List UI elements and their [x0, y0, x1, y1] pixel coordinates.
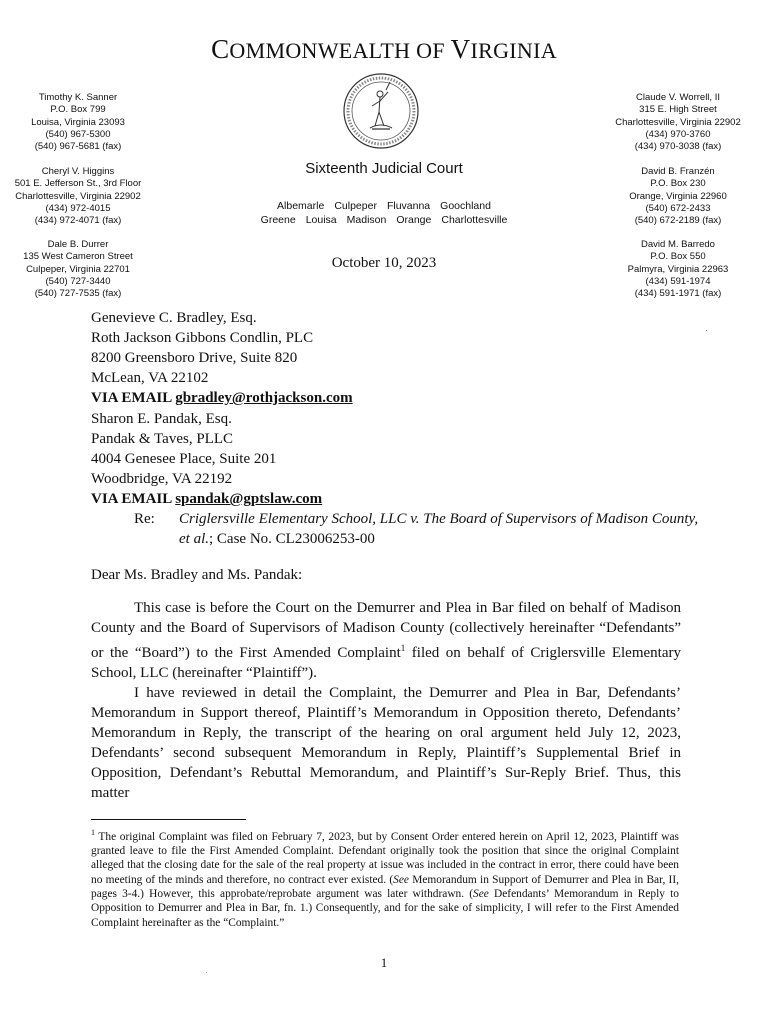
footnote-1: $^1$ The original Complaint was filed on February 7, 2023, but by Consent Order entered herein on April 12, 2023, Plaintiff was granted leave to file the First Amended Complaint. Defendant originally took the position that since the original Complaint alleged that the closing date for the sale of the real property at issue was included in the contract in error, there could have been no meeting of the minds and therefore, no contract ever existed. (See Memorandum in Support of Demurrer and Plea in Bar, II, pages 3-4.) However, this approbate/reprobate argument was later withdrawn. (See Defendants’ Memorandum in Reply to Opposition to Demurrer and Plea in Bar, fn. 1.) Consequently, and for the sake of simplicity, I will refer to the First Amended Complaint hereinafter as the “Complaint.”: [91, 828, 679, 929]
judge-address-durrer: Dale B. Durrer 135 West Cameron Street Culpeper, Virginia 22701 (540) 727-3440 (540) 727-7535 (fax): [23, 239, 133, 300]
recipient-address-bradley: Genevieve C. Bradley, Esq. Roth Jackson Gibbons Condlin, PLC 8200 Greensboro Drive, Suite 820 McLean, VA 22102 VIA EMAIL gbradley@rothjackson.com: [91, 310, 353, 406]
scan-speck: [706, 330, 707, 331]
judge-address-worrell: Claude V. Worrell, II 315 E. High Street Charlottesville, Virginia 22902 (434) 970-3760 (434) 970-3038 (fax): [615, 92, 741, 153]
scan-speck: [206, 972, 207, 973]
page-number: 1: [380, 955, 388, 970]
salutation: Dear Ms. Bradley and Ms. Pandak:: [91, 567, 303, 583]
judge-address-barredo: David M. Barredo P.O. Box 550 Palmyra, Virginia 22963 (434) 591-1974 (434) 591-1971 (fax): [627, 239, 729, 300]
judge-address-sanner: Timothy K. Sanner P.O. Box 799 Louisa, Virginia 23093 (540) 967-5300 (540) 967-5681 (fax): [31, 92, 125, 153]
body-paragraph-2: I have reviewed in detail the Complaint, the Demurrer and Plea in Bar, Defendants’ Memorandum in Support thereof, Plaintiff’s Memorandum in Opposition thereto, Defendants’ Memorandum in Reply, the transcript of the hearing on oral argument held July 12, 2023, Defendants’ second subsequent Memorandum in Reply, Plaintiff’s Supplemental Brief in Opposition, Defendant’s Rebuttal Memorandum, and Plaintiff’s Sur-Reply Brief. Thus, this matter: [91, 685, 681, 801]
virginia-seal: [342, 72, 420, 150]
counties-row-1: Albemarle Culpeper Fluvanna Goochland: [277, 200, 491, 212]
counties-row-2: Greene Louisa Madison Orange Charlottesville: [260, 214, 508, 226]
letter-date: October 10, 2023: [331, 255, 437, 271]
judge-address-franzen: David B. Franzén P.O. Box 230 Orange, Virginia 22960 (540) 672-2433 (540) 672-2189 (fax): [629, 166, 727, 227]
footnote-divider: [91, 819, 246, 820]
letterhead-title: COMMONWEALTH OF VIRGINIA: [211, 34, 557, 64]
court-name: Sixteenth Judicial Court: [305, 160, 463, 177]
judge-address-higgins: Cheryl V. Higgins 501 E. Jefferson St., 3rd Floor Charlottesville, Virginia 22902 (434) 972-4015 (434) 972-4071 (fax): [14, 166, 142, 227]
body-paragraph-1: This case is before the Court on the Demurrer and Plea in Bar filed on behalf of Madison County and the Board of Supervisors of Madison County (collectively hereinafter “Defendants” or the “Board”) to the First Amended Complaint$^1$ filed on behalf of Criglersville Elementary School, LLC (hereinafter “Plaintiff”).: [91, 600, 681, 681]
recipient-address-pandak: Sharon E. Pandak, Esq. Pandak & Taves, PLLC 4004 Genesee Place, Suite 201 Woodbridge, VA 22192 VIA EMAIL spandak@gptslaw.com: [91, 411, 323, 507]
email-link-bradley[interactable]: gbradley@rothjackson.com: [175, 390, 353, 406]
email-link-pandak[interactable]: spandak@gptslaw.com: [175, 491, 323, 507]
